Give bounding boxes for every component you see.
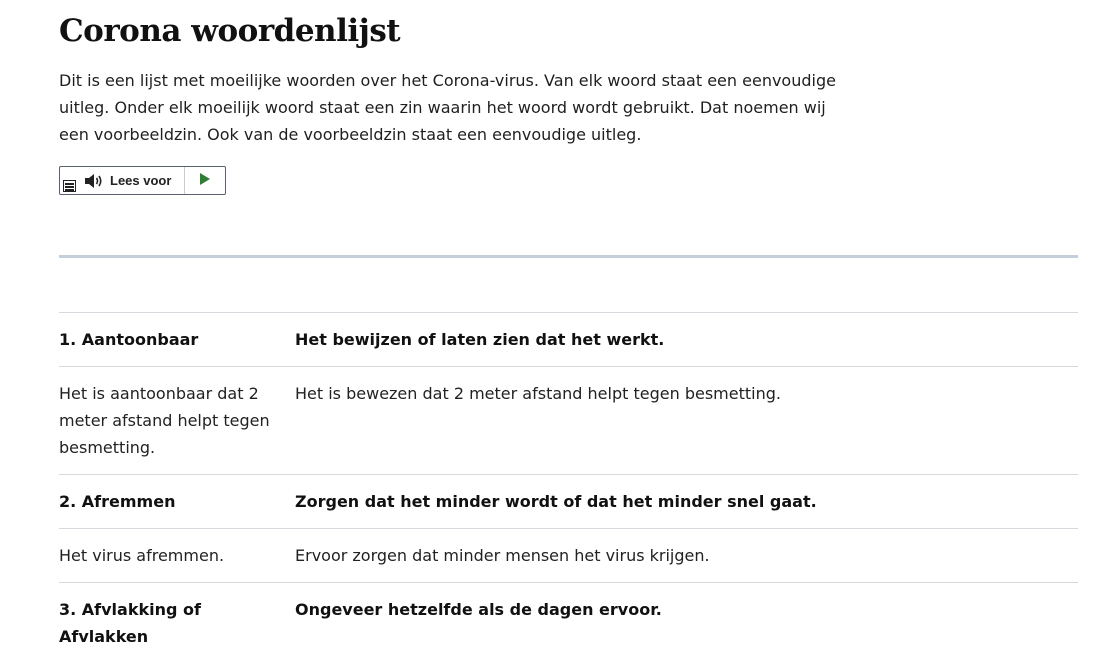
- play-icon: [199, 171, 211, 190]
- term-word: 3. Afvlakking of Afvlakken: [59, 583, 295, 649]
- example-sentence: Het virus afremmen.: [59, 529, 295, 583]
- read-aloud-widget: [59, 166, 226, 195]
- example-explanation: Het is bewezen dat 2 meter afstand helpt tegen besmetting.: [295, 367, 1078, 475]
- glossary-term-row: [59, 475, 1078, 529]
- section-divider: [59, 255, 1078, 258]
- glossary-table: [59, 312, 1078, 649]
- term-word: 2. Afremmen: [59, 475, 295, 529]
- menu-icon: [63, 180, 76, 192]
- read-aloud-label: Lees voor: [110, 173, 172, 188]
- term-definition: Het bewijzen of laten zien dat het werkt.: [295, 313, 1078, 367]
- example-sentence: Het is aantoonbaar dat 2 meter afstand helpt tegen besmetting.: [59, 367, 295, 475]
- play-button[interactable]: [185, 167, 225, 194]
- read-aloud-button[interactable]: [80, 167, 185, 194]
- term-definition: Ongeveer hetzelfde als de dagen ervoor.: [295, 583, 1078, 649]
- term-definition: Zorgen dat het minder wordt of dat het minder snel gaat.: [295, 475, 1078, 529]
- glossary-example-row: [59, 367, 1078, 475]
- read-aloud-menu-button[interactable]: [60, 167, 80, 194]
- glossary-example-row: [59, 529, 1078, 583]
- speaker-icon: [84, 173, 106, 189]
- term-word: 1. Aantoonbaar: [59, 313, 295, 367]
- example-explanation: Ervoor zorgen dat minder mensen het virus krijgen.: [295, 529, 1078, 583]
- page-title: Corona woordenlijst: [59, 13, 401, 49]
- glossary-term-row: [59, 313, 1078, 367]
- glossary-term-row: [59, 583, 1078, 649]
- intro-text: Dit is een lijst met moeilijke woorden over het Corona-virus. Van elk woord staat een eenvoudige uitleg. Onder elk moeilijk woord staat een zin waarin het woord wordt gebruikt. Dat noemen wij een voorbeeldzin. Ook van de voorbeeldzin staat een eenvoudige uitleg.: [59, 71, 836, 144]
